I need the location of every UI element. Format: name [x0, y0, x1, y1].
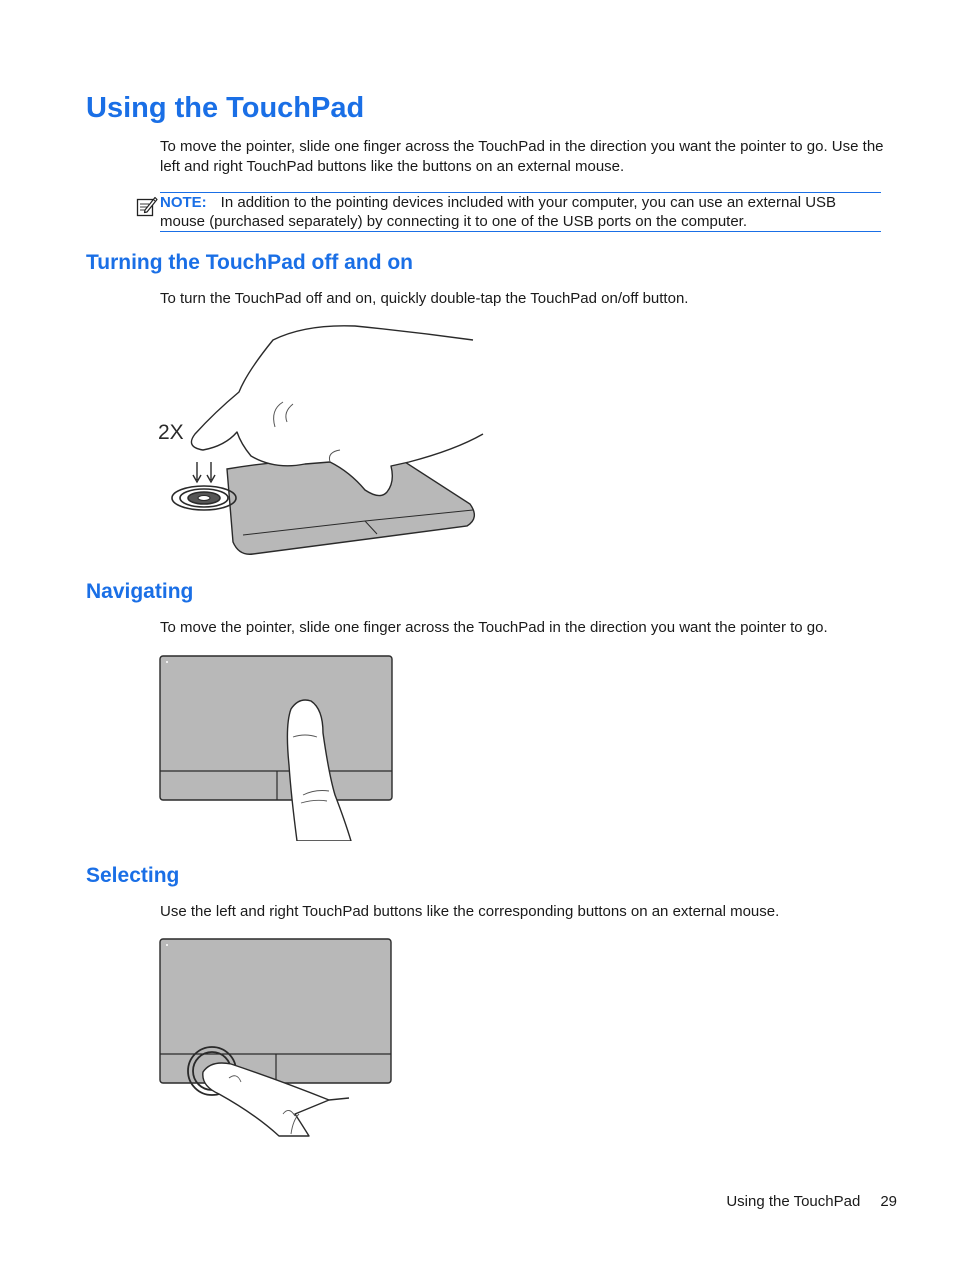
page-title: Using the TouchPad	[86, 92, 365, 124]
footer-section-title: Using the TouchPad	[726, 1193, 861, 1210]
tap-arrow-icon	[193, 462, 201, 482]
touchpad-indicator-light	[166, 944, 168, 946]
note-text-block	[160, 193, 881, 231]
note-bottom-rule	[160, 231, 881, 232]
section-text-turning-off-on: To turn the TouchPad off and on, quickly double-tap the TouchPad on/off button.	[160, 290, 689, 307]
section-heading-navigating: Navigating	[86, 580, 194, 603]
page-number: 29	[880, 1193, 897, 1210]
section-heading-turning-off-on: Turning the TouchPad off and on	[86, 251, 414, 274]
page-footer	[726, 1192, 897, 1212]
note-label: NOTE:	[160, 194, 207, 211]
note-box	[136, 192, 881, 231]
touchpad-indicator-light	[166, 661, 168, 663]
note-pencil-icon	[136, 195, 158, 217]
double-tap-label: 2X	[158, 421, 184, 444]
touchpad-double-tap-illustration	[155, 322, 485, 560]
intro-paragraph: To move the pointer, slide one finger across the TouchPad in the direction you want the pointer to go. Use the left and right TouchPad buttons like the buttons on an external mouse.	[160, 138, 884, 175]
section-text-navigating: To move the pointer, slide one finger across the TouchPad in the direction you want the pointer to go.	[160, 619, 828, 636]
touchpad-select-illustration	[159, 938, 395, 1138]
touchpad-on-off-button	[172, 486, 236, 510]
tap-arrow-icon	[207, 462, 215, 482]
touchpad-navigate-illustration	[159, 655, 395, 841]
touchpad-surface	[160, 656, 392, 800]
note-body: In addition to the pointing devices included with your computer, you can use an external USB mouse (purchased separately) by connecting it to one of the USB ports on the computer.	[160, 194, 837, 230]
section-heading-selecting: Selecting	[86, 864, 180, 887]
section-text-selecting: Use the left and right TouchPad buttons like the corresponding buttons on an external mouse.	[160, 903, 780, 920]
